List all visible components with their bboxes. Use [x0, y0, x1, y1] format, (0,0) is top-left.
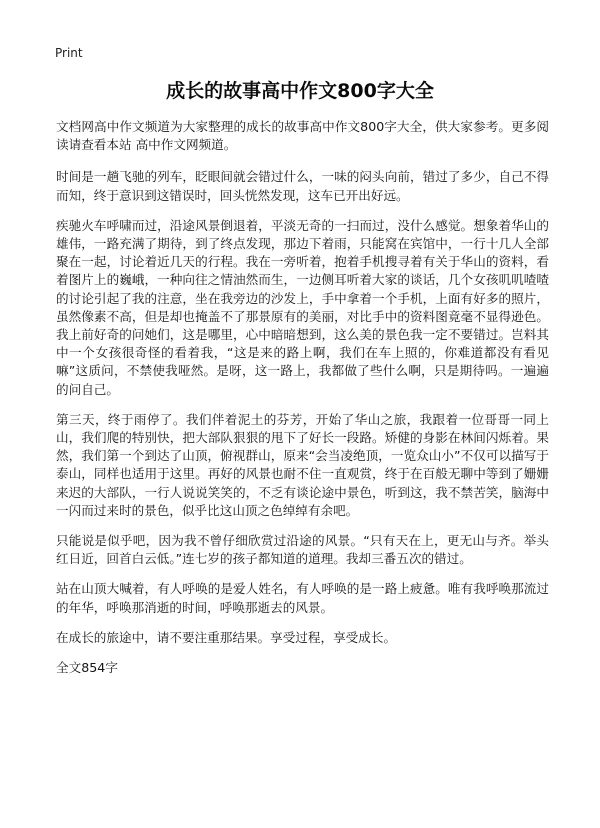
body-paragraph-6: 在成长的旅途中，请不要注重那结果。享受过程，享受成长。 [56, 629, 397, 645]
body-paragraph-4: 只能说是似乎吧，因为我不曾仔细欣赏过沿途的风景。“只有天在上，更无山与齐。举头红日近，回首白云低。”连七岁的孩子都知道的道理。我却三番五次的错过。 [56, 533, 549, 567]
word-count: 全文854字 [56, 660, 118, 676]
body-paragraph-1: 时间是一趟飞驰的列车，眨眼间就会错过什么，一味的闷头向前，错过了多少，自己不得而知，终于意识到这错误时，回头恍然发现，这车已开出好远。 [56, 169, 549, 203]
intro-paragraph: 文档网高中作文频道为大家整理的成长的故事高中作文800字大全，供大家参考。更多阅读请查看本站 高中作文网频道。 [56, 119, 549, 153]
article-body [56, 118, 549, 689]
article-title: 成长的故事高中作文800字大全 [166, 80, 434, 102]
print-link[interactable]: Print [55, 46, 83, 60]
body-paragraph-3: 第三天，终于雨停了。我们伴着泥土的芬芳，开始了华山之旅，我跟着一位哥哥一同上山，我们爬的特别快，把大部队狠狠的甩下了好长一段路。矫健的身影在林间闪烁着。果然，我们第一个到达了山顶，俯视群山，原来“会当凌绝顶，一览众山小”不仅可以描写于泰山，同样也适用于这里。再好的风景也耐不住一直观赏，终于在百般无聊中等到了姗姗来迟的大部队，一行人说说笑笑的，不乏有谈论途中景色，听到这，我不禁苦笑，脑海中一闪而过来时的景色，似乎比这山顶之色绰绰有余吧。 [56, 411, 549, 518]
body-paragraph-5: 站在山顶大喊着，有人呼唤的是爱人姓名，有人呼唤的是一路上疲惫。唯有我呼唤那流过的年华，呼唤那消逝的时间，呼唤那逝去的风景。 [56, 581, 549, 615]
body-paragraph-2: 疾驰火车呼啸而过，沿途风景倒退着，平淡无奇的一扫而过，没什么感觉。想象着华山的雄伟，一路充满了期待，到了终点发现，那边下着雨，只能窝在宾馆中，一行十几人全部聚在一起，讨论着近几天的行程。我在一旁听着，抱着手机搜寻着有关于华山的资料，看着图片上的巍峨，一种向往之情油然而生，一边侧耳听着大家的谈话，几个女孩叽叽喳喳的讨论引起了我的注意，坐在我旁边的沙发上，手中拿着一个手机，上面有好多的照片，虽然像素不高，但是却也掩盖不了那景原有的美丽，对比手中的资料图竟毫不显得逊色。我上前好奇的问她们，这是哪里，心中暗暗想到，这么美的景色我一定不要错过。岂料其中一个女孩很奇怪的看着我，“这是来的路上啊，我们在车上照的，你难道都没有看见嘛”这质问，不禁使我哑然。是呀，这一路上，我都做了些什么啊，只是期待吗。一遍遍的问自己。 [56, 217, 549, 397]
